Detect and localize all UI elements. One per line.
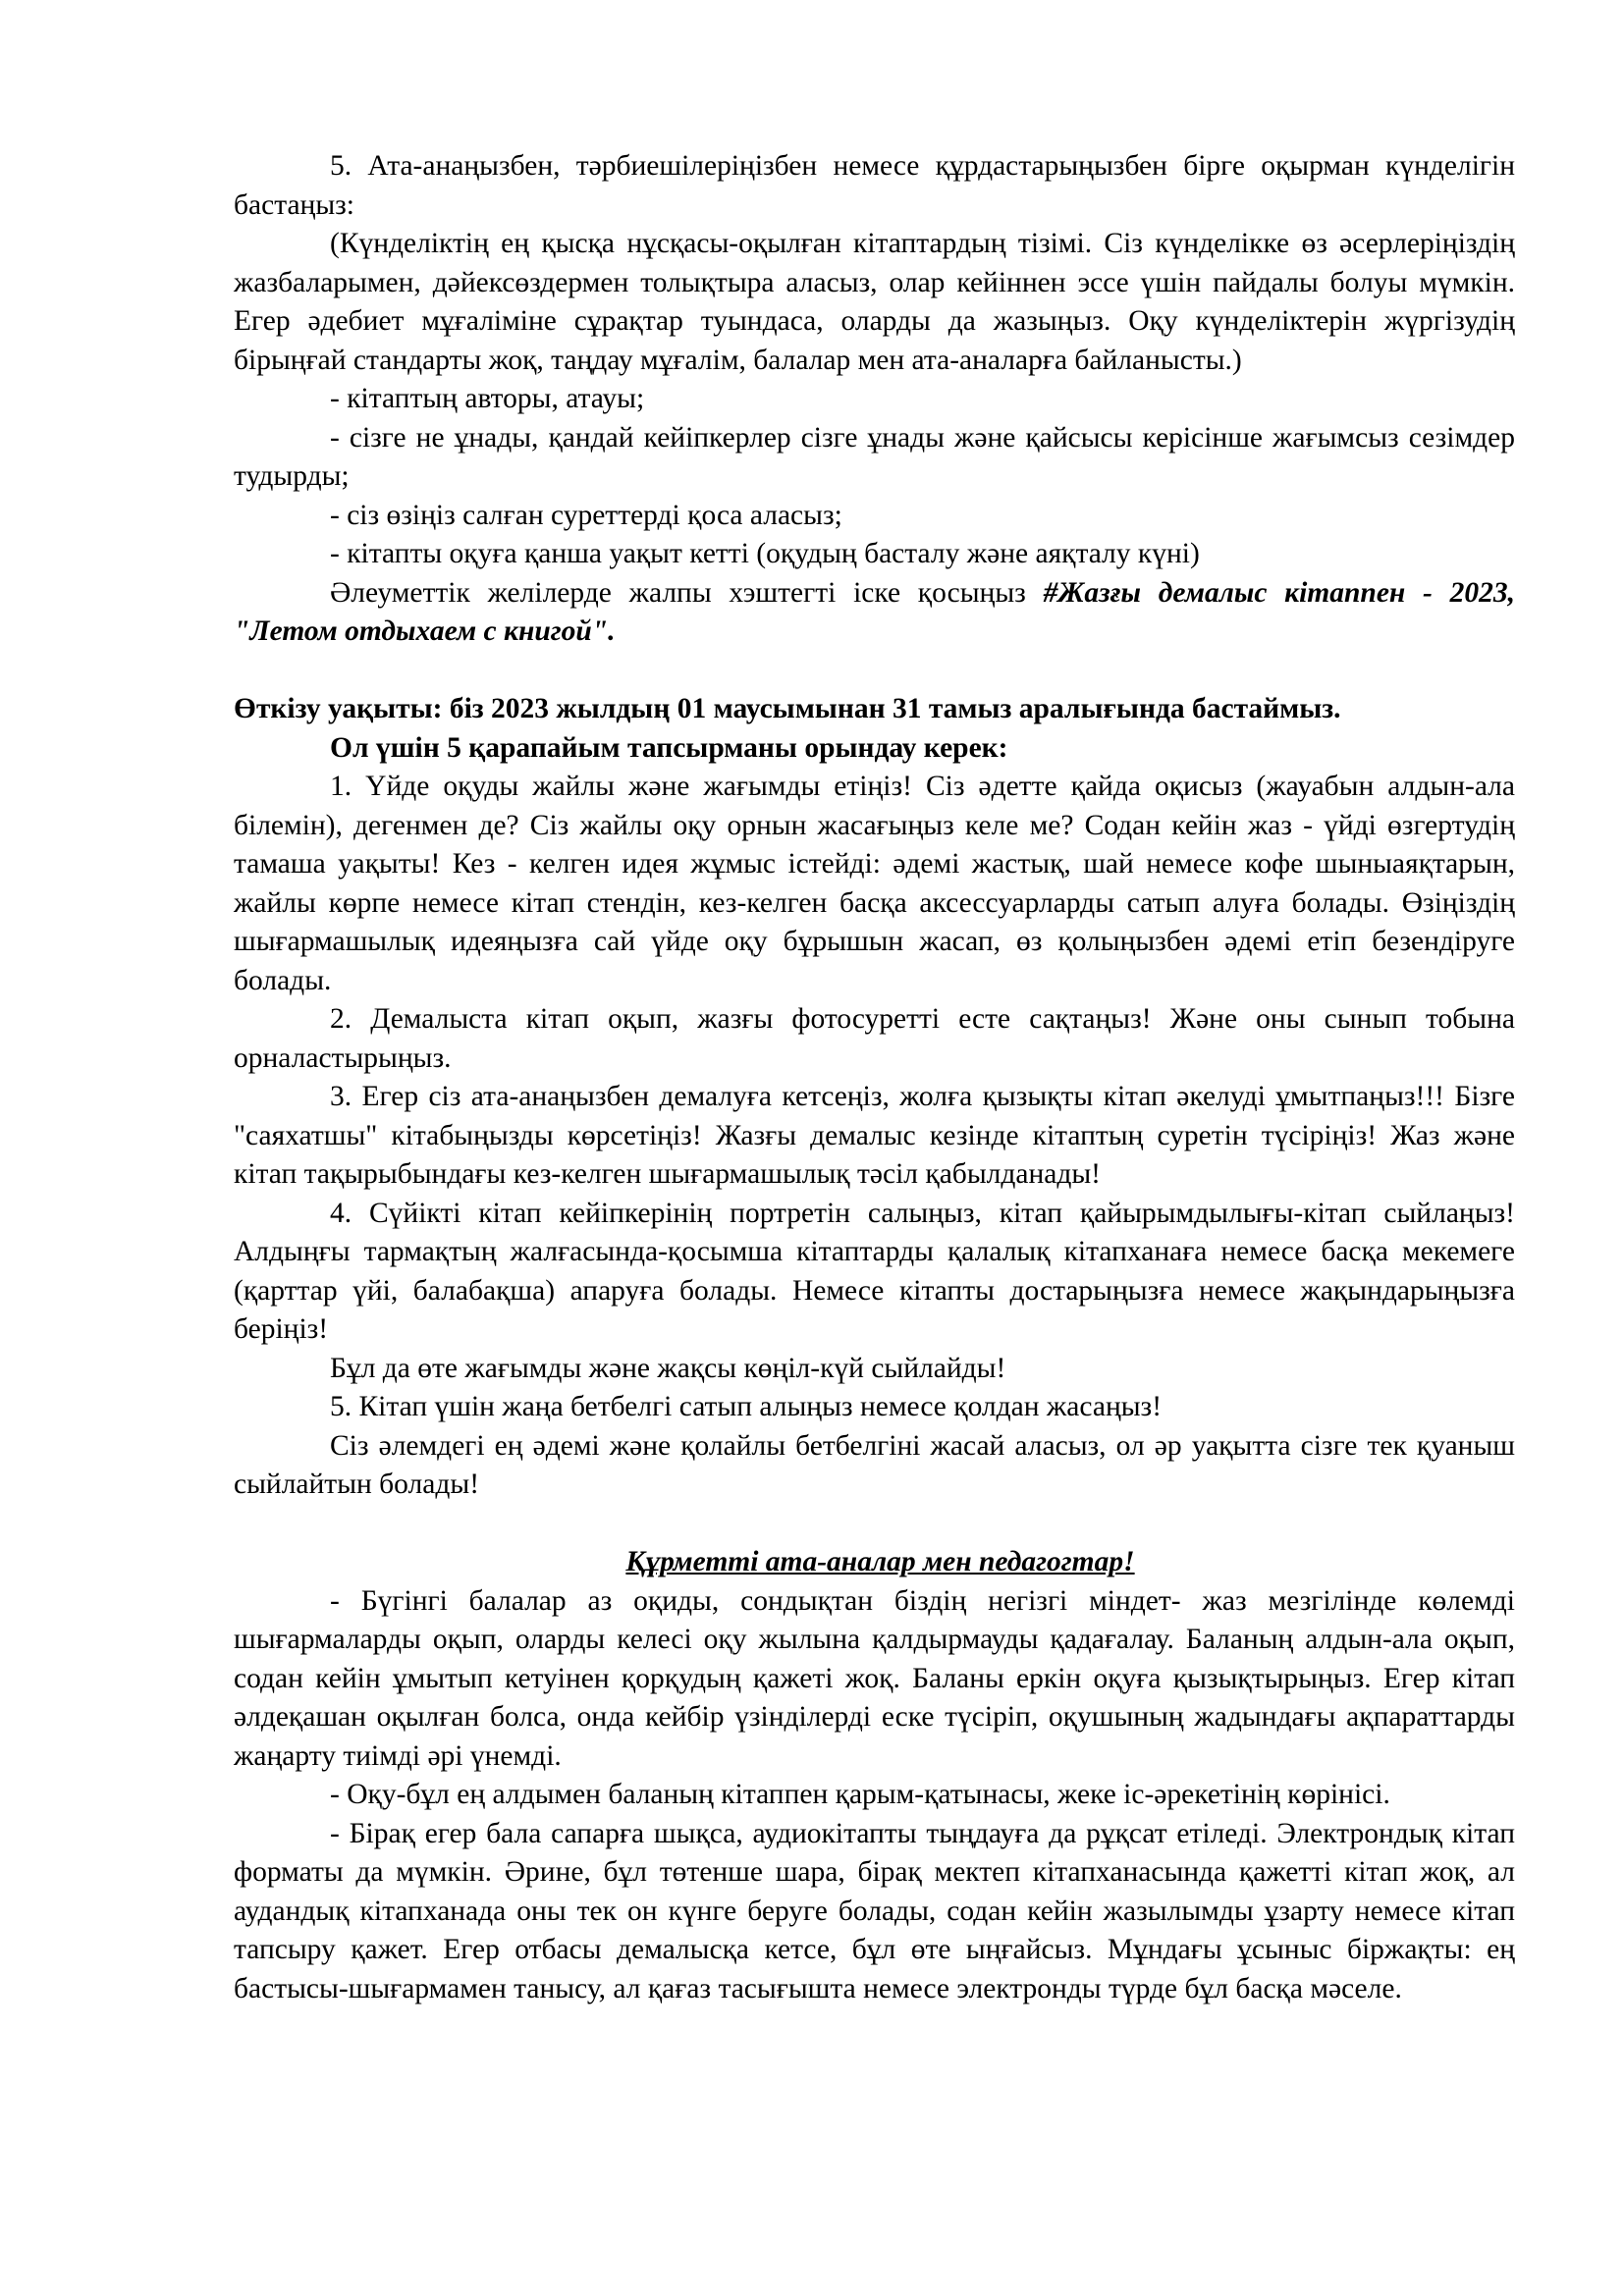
list-item-reading-time: - кітапты оқуға қанша уақыт кетті (оқудың басталу және аяқталу күні) — [330, 538, 1200, 569]
hashtag-prefix-text: Әлеуметтік желілерде жалпы хэштегті іске қосыңыз — [330, 576, 1044, 609]
task-5-note: Сіз әлемдегі ең әдемі және қолайлы бетбелгіні жасай аласыз, ол әр уақытта сізге тек қуаныш сыйлайтын болады! — [234, 1429, 1515, 1500]
task-5: 5. Кітап үшін жаңа бетбелгі сатып алыңыз немесе қолдан жасаңыз! — [330, 1391, 1163, 1422]
list-item-liked-characters: - сізге не ұнады, қандай кейіпкерлер сізге ұнады және қайсысы керісінше жағымсыз сезімдер тудырды; — [234, 421, 1515, 492]
task-4-note: Бұл да өте жағымды және жақсы көңіл-күй сыйлайды! — [330, 1352, 1006, 1384]
task-2: 2. Демалыста кітап оқып, жазғы фотосуретті есте сақтаңыз! Және оны сынып тобына орналастырыңыз. — [234, 1003, 1515, 1074]
section-heading-parents: Құрметті ата-аналар мен педагогтар! — [625, 1546, 1135, 1577]
task-1: 1. Үйде оқуды жайлы және жағымды етіңіз! Сіз әдетте қайда оқисыз (жауабын алдын-ала білемін), дегенмен де? Сіз жайлы оқу орнын жасағыңыз келе ме? Содан кейін жаз - үйді өзгертудің тамаша уақыты! Кез - келген идея жұмыс істейді: әдемі жастық, шай немесе кофе шыныаяқтарын, жайлы көрпе немесе кітап стендін, кез-келген басқа аксессуарларды сатып алуға болады. Өзіңіздің шығармашылық идеяңызға сай үйде оқу бұрышын жасап, өз қолыңызбен әдемі етіп безендіруге болады. — [234, 771, 1515, 996]
paragraph-diary-description: (Күнделіктің ең қысқа нұсқасы-оқылған кітаптардың тізімі. Сіз күнделікке өз әсерлеріңіздің жазбаларымен, дәйексөздермен толықтыра аласыз, олар кейіннен эссе үшін пайдалы болуы мүмкін. Егер әдебиет мұғаліміне сұрақтар туындаса, оларды да жазыңыз. Оқу күнделіктерін жүргізудің бірыңғай стандарты жоқ, таңдау мұғалім, балалар мен ата-аналарға байланысты.) — [234, 228, 1515, 376]
tasks-intro-line: Ол үшін 5 қарапайым тапсырманы орындау керек: — [330, 731, 1008, 764]
event-time-line: Өткізу уақыты: біз 2023 жылдың 01 маусымынан 31 тамыз аралығында бастаймыз. — [234, 693, 1341, 724]
paragraph-parents-1: - Бүгінгі балалар аз оқиды, сондықтан біздің негізгі міндет- жаз мезгілінде көлемді шығармаларды оқып, оларды келесі оқу жылына қалдырмауды қадағалау. Баланың алдын-ала оқып, содан кейін ұмытып кетуінен қорқудың қажеті жоқ. Баланы еркін оқуға қызықтырыңыз. Егер кітап әлдеқашан оқылған болса, онда кейбір үзінділерді еске түсіріп, оқушының жадындағы ақпараттарды жаңарту тиімді әрі үнемді. — [234, 1584, 1515, 1772]
paragraph-parents-3: - Бірақ егер бала сапарға шықса, аудиокітапты тыңдауға да рұқсат етіледі. Электрондық кітап форматы да мүмкін. Әрине, бұл төтенше шара, бірақ мектеп кітапханасында қажетті кітап жоқ, ал аудандық кітапханада оны тек он күнге беруге болады, содан кейін жазылымды ұзарту немесе кітап тапсыру қажет. Егер отбасы демалысқа кетсе, бұл өте ыңғайсыз. Мұндағы ұсыныс біржақты: ең бастысы-шығармамен танысу, ал қағаз тасығышта немесе электронды түрде бұл басқа мәселе. — [234, 1817, 1515, 2004]
paragraph-reading-diary-intro: 5. Ата-анаңызбен, тәрбиешілеріңізбен немесе құрдастарыңызбен бірге оқырман күнделігін бастаңыз: — [234, 150, 1515, 221]
list-item-author-title: - кітаптың авторы, атауы; — [330, 383, 645, 414]
paragraph-hashtag — [234, 574, 1515, 652]
hashtag-text: #Жазғы демалыс кітаппен - 2023, "Летом отдыхаем с книгой". — [234, 576, 1515, 647]
list-item-drawings: - сіз өзіңіз салған суреттерді қоса аласыз; — [330, 499, 842, 531]
document-page — [234, 147, 1515, 2008]
task-3: 3. Егер сіз ата-анаңызбен демалуға кетсеңіз, жолға қызықты кітап әкелуді ұмытпаңыз!!! Бізге "саяхатшы" кітабыңызды көрсетіңіз! Жазғы демалыс кезінде кітаптың суретін түсіріңіз! Жаз және кітап тақырыбындағы кез-келген шығармашылық тәсіл қабылданады! — [234, 1081, 1515, 1190]
spacer — [234, 652, 1515, 691]
task-4: 4. Сүйікті кітап кейіпкерінің портретін салыңыз, кітап қайырымдылығы-кітап сыйлаңыз! Алдыңғы тармақтың жалғасында-қосымша кітаптарды қалалық кітапханаға немесе басқа мекемеге (қарттар үйі, балабақша) апаруға болады. Немесе кітапты достарыңызға немесе жақындарыңызға беріңіз! — [234, 1197, 1515, 1345]
paragraph-parents-2: - Оқу-бұл ең алдымен баланың кітаппен қарым-қатынасы, жеке іс-әрекетінің көрінісі. — [330, 1779, 1390, 1810]
spacer — [234, 1505, 1515, 1544]
